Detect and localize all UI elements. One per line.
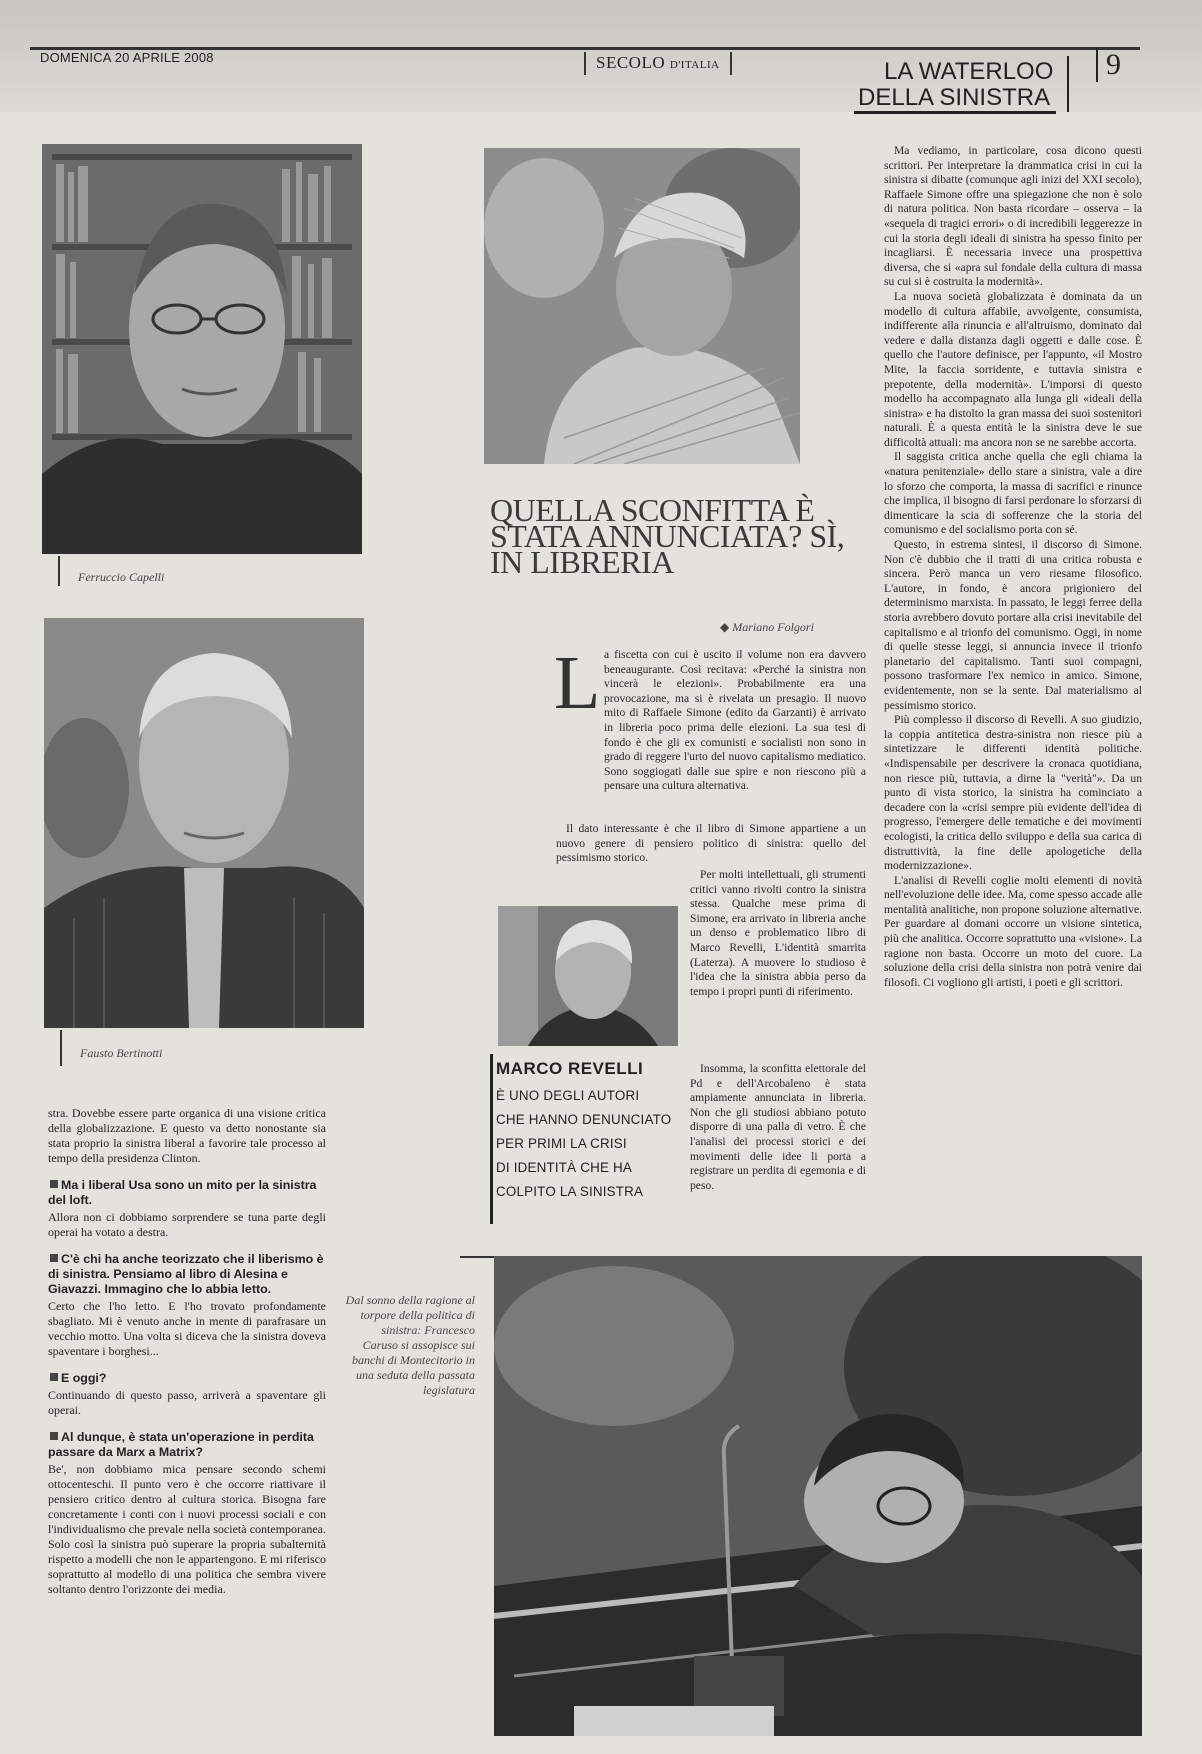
box-rule (490, 1054, 493, 1224)
photo-elderly-man-cap (484, 148, 800, 464)
right-column: Ma vediamo, in particolare, cosa dicono questi scrittori. Per interpretare la drammatica crisi in cui la sinistra si dibatte (comunque agli inizi del XXI secolo), Raffaele Simone offre una spiegazione che non è solo di natura politica. Non basta ricordare – osserva – la «sequela di tragici errori» o di incredibili leggerezze in cui la storia degli ideali di sinistra ha spesso finito per incagliarsi. È necessaria invece una prospettiva diversa, che si «apra sul fondale della cultura di massa su cui si è costruita la modernità». La nuova società globalizzata è dominata da un modello di cultura affabile, avvolgente, consumista, indifferente alla rinuncia e all'altruismo, dominato dal vedere e dalla distanza dagli oggetti e dalle cose. È quello che l'autore definisce, per l'appunto, «il Mostro Mite, la faccia sorridente, e tuttavia sinistra e prepotente, della modernità». L'imporsi di questo modello ha accompagnato alla lunga gli «ideali della sinistra» e ha distolto la gran massa dei suoi sostenitori naturali. È a questa entità le la sinistra deve le sue difficoltà attuali: ma ancora non se ne sarebbe accorta. Il saggista critica anche quella che egli chiama la «natura penitenziale» dello stare a sinistra, vale a dire lo sforzo che comporta, la massa di sacrifici e rinunce che implica, il bisogno di farsi perdonare lo sforzarsi di dimenticare la scia di sofferenze che la storia del comunismo e del socialismo porta con sé. Questo, in estrema sintesi, il discorso di Simone. Non c'è dubbio che il tratti di una critica robusta e sincera. Però manca un vero riesame filosofico. L'autore, in fondo, è ancora prigioniero del determinismo marxista. In passato, le leggi ferree della storia avrebbero dovuto portare alla crisi inevitabile del capitalismo e al trionfo del comunismo. Oggi, in nome di quelle stesse leggi, si annuncia invece il trionfo planetario del capitalismo. Tanti suoi compagni, possono trasformare l'ex nemico in amico. Simone, evidentemente, non se la sente. Dal materialismo al pessimismo storico. Più complesso il discorso di Revelli. A suo giudizio, la coppia antitetica destra-sinistra non riesce più a sintetizzare le differenti identità politiche. «Indispensabile per descrivere la cronaca quotidiana, non riesce più, tuttavia, a dirne la "verità"». Da un punto di vista storico, la sinistra ha cominciato a decadere con la «crisi sempre più evidente dell'idea di progresso, l'emergere delle tematiche e dei movimenti ecologisti, la critica dello sviluppo e della sua carica di distruttività, la fine delle apologetiche della modernizzazione». L'analisi di Revelli coglie molti elementi di novità nell'evoluzione delle idee. Ma, come spesso accade alle mentalità analitiche, non propone soluzione alternative. Per guardare al domani occorre un visione sintetica, più che analitica. Occorre soprattutto una «visione». La ragione non basta. Occorre un moto del cuore. La soluzione della crisi della sinistra non potrà venire dai filosofi. Ci vogliono gli artisti, i poeti e gli scrittori. (884, 144, 1142, 989)
masthead (584, 52, 732, 75)
masthead-main: SECOLO (596, 53, 666, 72)
photo-ferruccio-capelli (42, 144, 362, 554)
photo-marco-revelli (498, 906, 678, 1046)
interview-question: Al dunque, è stata un'operazione in perdita passare da Marx a Matrix? (48, 1430, 314, 1459)
bullet-icon (50, 1254, 58, 1262)
byline: ◆ Mariano Folgori (720, 620, 814, 634)
lead-paragraph: Il dato interessante è che il libro di Simone appartiene a un nuovo genere di pensiero politico di sinistra: quello del pessimismo storico. (556, 822, 866, 865)
page-number: 9 (1096, 48, 1121, 82)
photo-fausto-bertinotti (44, 618, 364, 1028)
bottom-photo-caption: Dal sonno della ragione al torpore della politica di sinistra: Francesco Caruso si assopisce sui banchi di Montecitorio in una seduta della passata legislatura (345, 1293, 475, 1397)
caption-rule (58, 556, 60, 586)
pull-quote-text: È UNO DEGLI AUTORI CHE HANNO DENUNCIATO PER PRIMI LA CRISI DI IDENTITÀ CHE HA COLPITO LA SINISTRA (496, 1088, 672, 1199)
interview-intro: stra. Dovebbe essere parte organica di una visione critica della globalizzazione. E questo va detto nonostante sia stata proprio la sinistra liberal a favorire tale processo al tempo della presidenza Clinton. (48, 1106, 326, 1165)
photo-caption: Ferruccio Capelli (78, 570, 165, 584)
pull-quote-box (496, 1058, 686, 1204)
caption-pointer (460, 1256, 494, 1258)
interview-answer: Certo che l'ho letto. E l'ho trovato profondamente sbagliato. Mi è venuto anche in mente di parafrasare un vecchio motto. Una volta si diceva che la sinistra doveva spaventare i borghesi... (48, 1299, 326, 1358)
interview-question: Ma i liberal Usa sono un mito per la sinistra del loft. (48, 1178, 317, 1207)
interview-column (48, 1106, 326, 1597)
photo-francesco-caruso-asleep (494, 1256, 1142, 1736)
article-title: QUELLA SCONFITTA È STATA ANNUNCIATA? SÌ, IN LIBRERIA (490, 492, 845, 580)
caption-rule (60, 1030, 62, 1066)
interview-answer: Continuando di questo passo, arriverà a spaventare gli operai. (48, 1388, 326, 1417)
section-title-line1: LA WATERLOO (884, 58, 1054, 85)
photo-caption: Fausto Bertinotti (80, 1046, 163, 1060)
bullet-icon (50, 1180, 58, 1188)
section-title-line2: DELLA SINISTRA (854, 86, 1056, 114)
interview-answer: Be', non dobbiamo mica pensare secondo schemi ottocenteschi. Il punto vero è che occorre riattivare il pensiero critico dentro al cultura storica. Bisogna fare concretamente i conti con i nuovi processi sociali e con l'individualismo che prevale nella società contemporanea. Solo così la sinistra può superare la propria subalternità rispetto a modelli che non le appartengono. E mi riferisco soprattutto al modello di una politica che sembra vivere soltanto dentro l'orizzonte dei media. (48, 1462, 326, 1596)
pull-quote-name: MARCO REVELLI (496, 1059, 644, 1078)
issue-date: DOMENICA 20 APRILE 2008 (40, 50, 214, 65)
masthead-small: D'ITALIA (669, 59, 720, 71)
drop-cap: L (554, 641, 601, 725)
interview-question: E oggi? (48, 1371, 326, 1386)
mid-paragraph: Insomma, la sconfitta elettorale del Pd e dell'Arcobaleno è stata ampiamente annunciata in libreria. Non che gli studiosi abbiano potuto disporre di una palla di vetro. È che l'analisi dei processi storici e dei movimenti delle idee li porta a registrare un perdita di egemonia e di peso. (690, 1062, 866, 1192)
bullet-icon (50, 1432, 58, 1440)
mid-paragraph: Per molti intellettuali, gli strumenti critici vanno rivolti contro la sinistra stessa. Qualche mese prima di Simone, era arrivato in libreria anche un denso e problematico libro di Marco Revelli, L'identità smarrita (Laterza). A muovere lo studioso è l'idea che la sinistra abbia perso da tempo i propri punti di riferimento. (690, 868, 866, 998)
interview-question: C'è chi ha anche teorizzato che il liberismo è di sinistra. Pensiamo al libro di Alesina e Giavazzi. Immagino che lo abbia letto. (48, 1252, 324, 1296)
interview-answer: Allora non ci dobbiamo sorprendere se tuna parte degli operai ha votato a destra. (48, 1210, 326, 1239)
bullet-icon (50, 1373, 58, 1381)
section-rule (1067, 56, 1069, 112)
lead-paragraph: a fiscetta con cui è uscito il volume non era davvero beneaugurante. Così recitava: «Perché la sinistra non vincerà le elezioni». Probabilmente era una provocazione, ma si è rivelata un presagio. Il nuovo mito di Raffaele Simone (edito da Garzanti) è arrivato in libreria poco prima delle elezioni. La sua tesi di fondo è che gli ex comunisti e socialisti non sono in grado di reggere l'urto del nuovo capitalismo mediatico. Sono soggiogati dalle sue spire e non riescono più a pensare una cultura alternativa. (604, 648, 866, 793)
